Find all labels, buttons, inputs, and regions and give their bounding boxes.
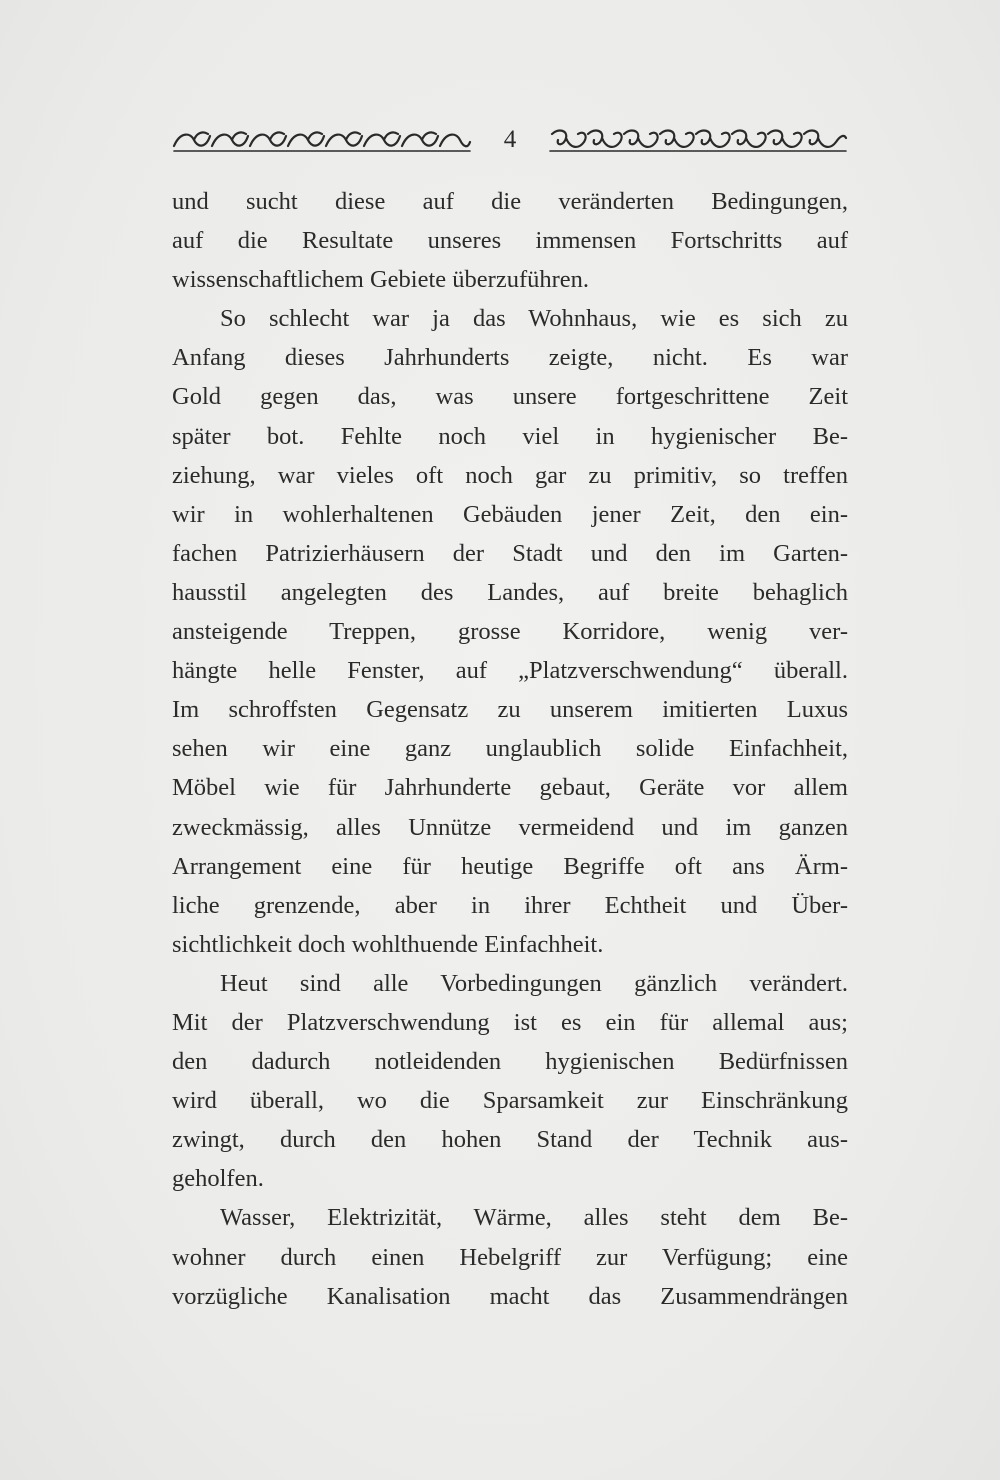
text-line: So schlecht war ja das Wohnhaus, wie es sich zu [220,305,848,333]
text-line: Im schroffsten Gegensatz zu unserem imitierten Luxus [172,696,848,724]
text-line: liche grenzende, aber in ihrer Echtheit und Über- [172,891,848,919]
text-line: auf die Resultate unseres immensen Fortschritts auf [172,227,848,255]
text-line: Möbel wie für Jahrhunderte gebaut, Geräte vor allem [172,774,848,802]
text-line: zweckmässig, alles Unnütze vermeidend und im ganzen [172,813,848,841]
text-line: Arrangement eine für heutige Begriffe oft ans Ärm- [172,852,848,880]
text-line: wird überall, wo die Sparsamkeit zur Einschränkung [172,1087,848,1115]
body-text [172,182,848,1316]
page-number: 4 [503,126,517,153]
text-line: den dadurch notleidenden hygienischen Bedürfnissen [172,1048,848,1076]
text-line: wohner durch einen Hebelgriff zur Verfügung; eine [172,1243,848,1271]
text-line: wissenschaftlichem Gebiete überzuführen. [172,266,590,294]
text-line: sehen wir eine ganz unglaublich solide Einfachheit, [172,735,848,763]
ornamental-wave-border-icon [172,126,472,154]
ornamental-scroll-border-icon [548,126,848,154]
text-line: Mit der Platzverschwendung ist es ein für allemal aus; [172,1008,848,1036]
running-header [172,122,848,158]
text-line: Gold gegen das, was unsere fortgeschrittene Zeit [172,383,848,411]
text-line: geholfen. [172,1165,264,1193]
text-line: und sucht diese auf die veränderten Bedingungen, [172,188,848,215]
text-line: ziehung, war vieles oft noch gar zu primitiv, so treffen [172,461,848,489]
text-line: Anfang dieses Jahrhunderts zeigte, nicht. Es war [172,344,848,372]
text-line: fachen Patrizierhäusern der Stadt und den im Garten- [172,539,848,567]
text-line: vorzügliche Kanalisation macht das Zusammendrängen [172,1282,848,1310]
text-line: Heut sind alle Vorbedingungen gänzlich verändert. [220,969,848,997]
text-line: hausstil angelegten des Landes, auf breite behaglich [172,578,848,606]
text-line: wir in wohlerhaltenen Gebäuden jener Zeit, den ein- [172,500,848,528]
text-line: sichtlichkeit doch wohlthuende Einfachheit. [172,930,604,958]
text-line: später bot. Fehlte noch viel in hygienischer Be- [172,422,848,450]
text-line: ansteigende Treppen, grosse Korridore, wenig ver- [172,618,848,646]
text-line: Wasser, Elektrizität, Wärme, alles steht dem Be- [220,1204,848,1232]
text-line: zwingt, durch den hohen Stand der Technik aus- [172,1126,848,1154]
text-line: hängte helle Fenster, auf „Platzverschwendung“ überall. [172,657,848,685]
